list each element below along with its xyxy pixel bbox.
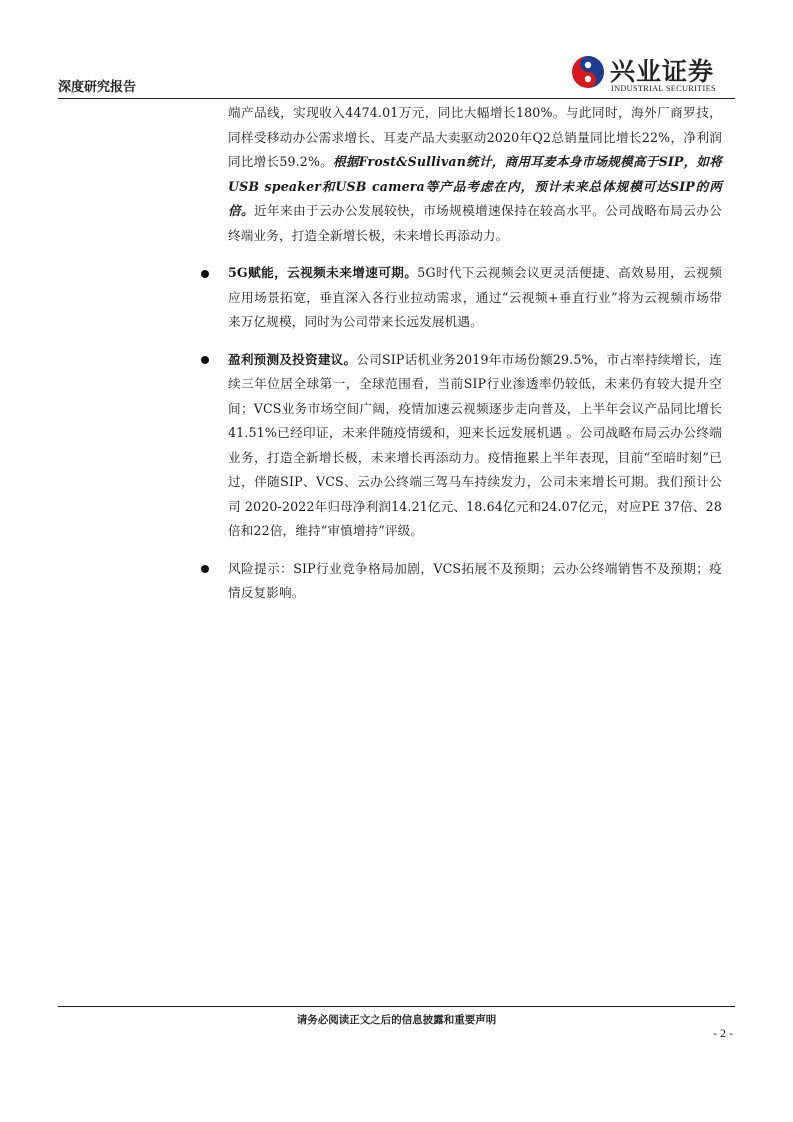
report-body — [228, 101, 722, 606]
bullet-item-risk — [228, 557, 722, 606]
industrial-securities-logo-icon — [570, 54, 606, 90]
report-type-label: 深度研究报告 — [58, 80, 137, 95]
bullet-heading: 5G赋能，云视频未来增速可期。 — [228, 265, 418, 280]
text-run: 风险提示：SIP行业竞争格局加剧，VCS拓展不及预期；云办公终端销售不及预期；疫情反复影响。 — [228, 560, 722, 600]
logo-text-en: INDUSTRIAL SECURITIES — [611, 84, 716, 93]
disclaimer-note: 请务必阅读正文之后的信息披露和重要声明 — [296, 1014, 497, 1026]
footer-divider — [58, 1006, 735, 1007]
bullet-icon — [201, 270, 209, 278]
company-logo — [570, 52, 740, 96]
header-divider — [58, 98, 735, 99]
text-run: 公司SIP话机业务2019年市场份额29.5%，市占率持续增长，连续三年位居全球第一，全球范围看，当前SIP行业渗透率仍较低，未来仍有较大提升空间；VCS业务市场空间广阔，疫情加速云视频逐步走向普及，上半年会议产品同比增长41.51%已经印证，未来伴随疫情缓和，迎来长远发展机遇 。公司战略布局云办公终端业务，打造全新增长极，未来增长再添动力。疫情拖累上半年表现，目前“至暗时刻”已过，伴随SIP、VCS、云办公终端三驾马车持续发力，公司未来增长可期。我们预计公司 2020-2022年归母净利润14.21亿元、18.64亿元和24.07亿元，对应PE 37倍、28倍和22倍，维持“审慎增持”评级。 — [228, 351, 723, 538]
text-run: 5G时代下云视频会议更灵活便捷、高效易用，云视频应用场景拓宽，垂直深入各行业拉动需求，通过“云视频+垂直行业”将为云视频市场带来万亿规模，同时为公司带来长远发展机遇。 — [228, 265, 722, 329]
page-number: - 2 - — [713, 1026, 733, 1040]
bullet-icon — [201, 565, 209, 573]
paragraph-market-size — [228, 101, 722, 248]
bold-emphasis: 根据Frost&Sullivan统计，商用耳麦本身市场规模高于SIP，如将USB speaker和USB camera等产品考虑在内，预计未来总体规模可达SIP的两倍。 — [228, 154, 723, 218]
bullet-item-forecast — [228, 348, 722, 544]
bullet-item-5g — [228, 261, 722, 335]
bullet-heading: 盈利预测及投资建议。 — [228, 351, 357, 367]
text-run: 近年来由于云办公发展较快，市场规模增速保持在较高水平。公司战略布局云办公终端业务，打造全新增长极，未来增长再添动力。 — [228, 203, 722, 243]
bullet-icon — [201, 356, 209, 364]
logo-text-cn: 兴业证券 — [610, 57, 715, 86]
text-run: 端产品线，实现收入4474.01万元，同比大幅增长180%。与此同时，海外厂商罗技，同样受移动办公需求增长、耳麦产品大卖驱动2020年Q2总销量同比增长22%，净利润同比增长59.2%。 — [228, 105, 722, 169]
